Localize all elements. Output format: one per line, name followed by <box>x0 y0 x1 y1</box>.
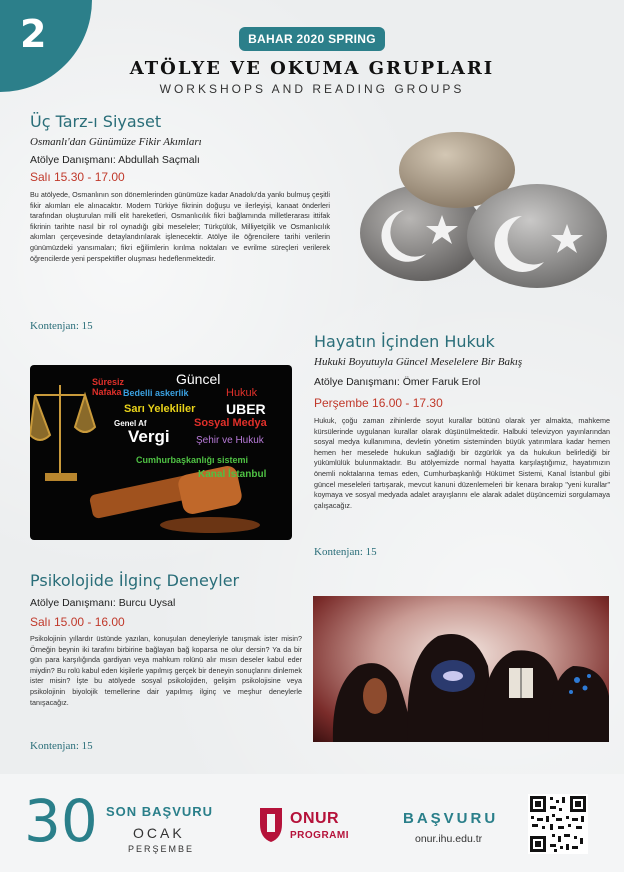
collage-word: UBER <box>226 401 266 417</box>
workshop-1-advisor: Atölye Danışmanı: Abdullah Saçmalı <box>30 154 200 166</box>
workshop-2-description: Hukuk, çoğu zaman zihinlerde soyut kurallar bütünü olarak yer almakta, mahkeme kürsülerinde uygulanan kurallar olarak düşünülmektedir. Halbuki televizyon yayınlarından sosyal medya kullanımına, devletin yönetim sisteminden büyük yatırımlara kadar hemen hemen her meselede hukukun sağladığı bir özgürlük ya da hukukun belirlediği bir yükümlülük bulunmaktadır. Bu atölyemizde normal hayatta karşılaştığımız, hayatımızın önemli noktalarına temas eden, Cumhurbaşkanlığı Hükümet Sistemi, Kanal İstanbul gibi güncel meseleleri tartışarak, mevcut kanuni düzenlemeleri bir kenara bırakıp "yeni kurallar" koymaya ve sosyal medyada adalet arayışlarını ele alarak adalet düşüncemizi sorgulamaya çalışacağız. <box>314 416 610 510</box>
heads-silhouette-icon <box>313 596 609 742</box>
page-subtitle: WORKSHOPS AND READING GROUPS <box>159 82 465 96</box>
psychology-heads-image <box>313 596 609 742</box>
workshop-3-advisor: Atölye Danışmanı: Burcu Uysal <box>30 597 176 609</box>
workshop-1-subtitle: Osmanlı'dan Günümüze Fikir Akımları <box>30 136 202 148</box>
workshop-1-time: Salı 15.30 - 17.00 <box>30 170 125 184</box>
stone-right <box>467 184 607 288</box>
law-collage-image <box>30 365 292 540</box>
deadline-label: SON BAŞVURU <box>106 804 214 819</box>
collage-word: Hukuk <box>226 387 258 399</box>
workshop-2-advisor: Atölye Danışmanı: Ömer Faruk Erol <box>314 376 481 388</box>
deadline-day: 30 <box>24 787 98 855</box>
collage-word: Süresiz Nafaka <box>92 377 125 397</box>
brand-name: ONUR <box>290 810 340 827</box>
head-face <box>363 678 387 714</box>
apply-url[interactable]: onur.ihu.edu.tr <box>415 833 483 845</box>
page-number: 2 <box>20 12 47 56</box>
workshop-3-title: Psikolojide İlginç Deneyler <box>30 571 240 590</box>
collage-word: Genel Af <box>114 419 147 428</box>
onur-logo-icon <box>256 806 286 844</box>
workshop-2-quota: Kontenjan: 15 <box>314 546 377 558</box>
gavel-block <box>160 517 260 533</box>
collage-word: Kanal İstanbul <box>198 469 267 480</box>
season-badge: BAHAR 2020 SPRING <box>239 27 385 51</box>
deadline-month: OCAK <box>133 825 185 841</box>
deadline-weekday: PERŞEMBE <box>128 844 195 854</box>
page-title: ATÖLYE VE OKUMA GRUPLARI <box>129 58 495 79</box>
scales-base <box>45 473 77 481</box>
workshop-2-subtitle: Hukuki Boyutuyla Güncel Meselelere Bir Bakış <box>314 356 523 368</box>
collage-word: Cumhurbaşkanlığı sistemi <box>136 455 249 465</box>
collage-word: Güncel <box>176 371 221 387</box>
workshop-1-description: Bu atölyede, Osmanlının son dönemlerinden günümüze kadar Anadolu'da yankı bulmuş çeşitli fikir akımları ele alınacaktır. Modern Türkiye fikrinin doğuşu ve ilerleyişi, kanaat önderleri tarafından oluşturulan milli elit hareketleri, Osmanlıcılık fikri bağlamında milletlerarası ittifak fikrinin tarihte nasıl bir rol oynadığı gibi meseleler; Türkçülük, Milliyetçilik ve Osmanlıcılık akımları çerçevesinde detaylandırılarak işlenecektir. Atölye ile öğrencilere tarihi verilerin günümüzdeki yansımaları; fikri eğilimlerin kırılma noktaları ve evrilme süreçleri verilerek öğrencilerde yeni perspektifler oluşması hedeflenmektedir. <box>30 190 330 263</box>
brand-program: PROGRAMI <box>290 830 349 841</box>
workshop-1-title: Üç Tarz-ı Siyaset <box>30 112 162 131</box>
workshop-3-time: Salı 15.00 - 16.00 <box>30 615 125 629</box>
collage-word: Vergi <box>128 427 170 446</box>
workshop-2-time: Perşembe 16.00 - 17.30 <box>314 396 443 410</box>
collage-word: Sosyal Medya <box>194 417 267 429</box>
collage-word: Bedelli askerlik <box>123 388 189 398</box>
apply-label: BAŞVURU <box>403 810 499 827</box>
collage-word: Sarı Yelekliler <box>124 403 196 415</box>
workshop-1-quota: Kontenjan: 15 <box>30 320 93 332</box>
qr-code-icon[interactable] <box>528 794 588 854</box>
galaxy-core <box>443 671 463 681</box>
workshop-2-title: Hayatın İçinden Hukuk <box>314 332 495 351</box>
workshop-3-quota: Kontenjan: 15 <box>30 740 93 752</box>
stones-image <box>352 118 614 326</box>
workshop-3-description: Psikolojinin yıllardır üstünde yazılan, konuşulan deneyleriyle tanışmak ister misin? Örneğin beynin iki tarafını birbirine bağlayan bağ koparsa ne olur dersin? Ya da bir gün para karşılığında gardiyan veya mahkum rolünü alır mısın deseler kabul eder miydin? Bu rolü kabul eden kişilerle yapılmış gerçek bir deneyin sonuçlarını dinlemek ister misin? İşte bu atölyede sosyal psikolojiden, gelişim psikolojisine veya psikolojinin biyolojik temellerine dair yapılmış ilginç ve meşhur deneylerle tanışacağız. <box>30 634 302 707</box>
collage-word: Şehir ve Hukuk <box>196 435 264 446</box>
